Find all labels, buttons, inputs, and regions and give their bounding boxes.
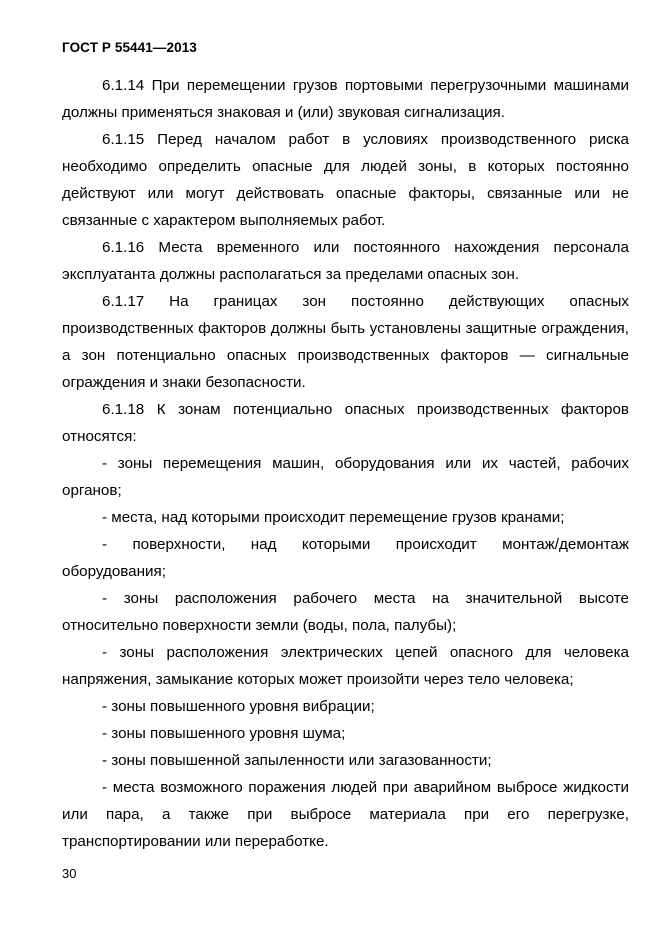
list-item: - зоны повышенной запыленности или загазованности; — [102, 752, 492, 769]
list-item: - зоны расположения рабочего места на значительной высоте относительно поверхности земли (воды, пола, палубы); — [62, 590, 629, 634]
list-item: - зоны повышенного уровня шума; — [102, 725, 346, 742]
list-item: - зоны перемещения машин, оборудования или их частей, рабочих органов; — [62, 455, 629, 499]
paragraph-6-1-16: 6.1.16 Места временного или постоянного нахождения персонала эксплуатанта должны располагаться за пределами опасных зон. — [62, 239, 629, 283]
list-item: - зоны расположения электрических цепей опасного для человека напряжения, замыкание которых может произойти через тело человека; — [62, 644, 629, 688]
page-number: 30 — [62, 866, 77, 881]
list-item: - места, над которыми происходит перемещение грузов кранами; — [102, 509, 565, 526]
paragraph-6-1-14: 6.1.14 При перемещении грузов портовыми перегрузочными машинами должны применяться знаковая и (или) звуковая сигнализация. — [62, 77, 629, 121]
document-body — [62, 72, 629, 855]
document-header: ГОСТ Р 55441—2013 — [62, 40, 197, 55]
paragraph-6-1-18: 6.1.18 К зонам потенциально опасных производственных факторов относятся: — [62, 401, 629, 445]
list-item: - зоны повышенного уровня вибрации; — [102, 698, 375, 715]
paragraph-6-1-17: 6.1.17 На границах зон постоянно действующих опасных производственных факторов должны быть установлены защитные ограждения, а зон потенциально опасных производственных факторов — сигнальные ограждения и знаки безопасности. — [62, 293, 629, 391]
paragraph-6-1-15: 6.1.15 Перед началом работ в условиях производственного риска необходимо определить опасные для людей зоны, в которых постоянно действуют или могут действовать опасные факторы, связанные или не связанные с характером выполняемых работ. — [62, 131, 629, 229]
list-item: - места возможного поражения людей при аварийном выбросе жидкости или пара, а также при выбросе материала при его перегрузке, транспортировании или переработке. — [62, 779, 629, 850]
list-item: - поверхности, над которыми происходит монтаж/демонтаж оборудования; — [62, 536, 629, 580]
